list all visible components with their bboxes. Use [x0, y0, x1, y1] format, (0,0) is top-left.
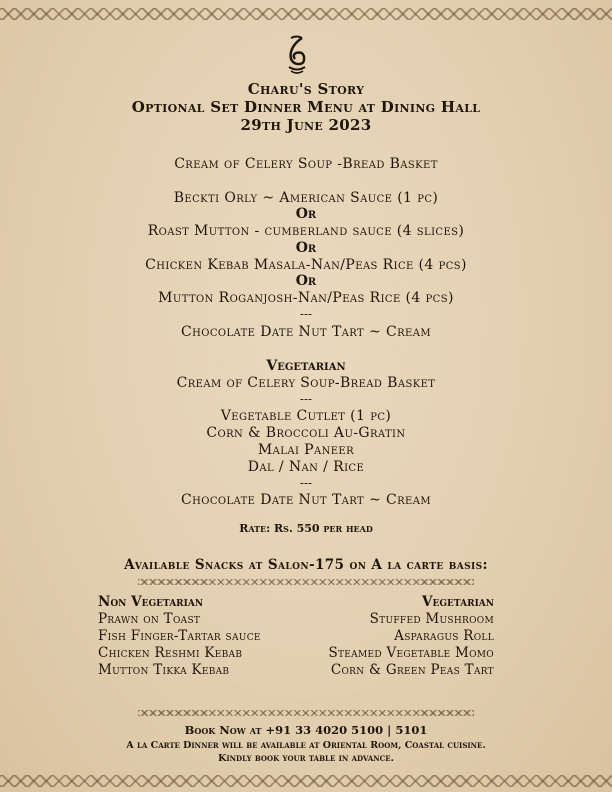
dash-separator: ---: [299, 392, 313, 406]
list-item: Corn & Green Peas Tart: [330, 662, 494, 678]
menu-item-soup: Cream of Celery Soup -Bread Basket: [174, 156, 438, 172]
veg-item-soup: Cream of Celery Soup-Bread Basket: [176, 375, 436, 391]
or-separator: Or: [295, 273, 317, 289]
veg-item-paneer: Malai Paneer: [257, 442, 355, 458]
dash-separator: ---: [299, 476, 313, 490]
non-veg-snacks-heading: Non Vegetarian: [98, 594, 204, 610]
snacks-heading: Available Snacks at Salon-175 on A la carte basis:: [124, 557, 488, 573]
menu-date: 29th June 2023: [240, 116, 372, 134]
list-item: Steamed Vegetable Momo: [328, 645, 494, 661]
veg-item-gratin: Corn & Broccoli Au-Gratin: [206, 425, 406, 441]
veg-snacks-column: [270, 594, 494, 679]
menu-item-main-4: Mutton Roganjosh-Nan/Peas Rice (4 pcs): [158, 290, 454, 306]
logo-icon: [283, 34, 311, 76]
decorative-border-top: [0, 8, 612, 20]
booking-phone: Book Now at +91 33 4020 5100 | 5101: [184, 723, 428, 737]
list-item: Chicken Reshmi Kebab: [98, 645, 243, 661]
menu-item-main-2: Roast Mutton - cumberland sauce (4 slices): [147, 223, 465, 239]
menu-item-main-1: Beckti Orly ~ American Sauce (1 pc): [173, 190, 439, 206]
list-item: Stuffed Mushroom: [369, 611, 494, 627]
menu-item-main-3: Chicken Kebab Masala-Nan/Peas Rice (4 pcs): [145, 257, 467, 273]
decorative-divider: [138, 579, 474, 585]
or-separator: Or: [295, 240, 317, 256]
rate-text: Rate: Rs. 550 per head: [239, 522, 373, 535]
menu-title: Charu's Story: [247, 80, 365, 98]
dash-separator: ---: [299, 307, 313, 321]
decorative-border-bottom: [0, 775, 612, 787]
veg-item-dessert: Chocolate Date Nut Tart ~ Cream: [181, 492, 431, 508]
veg-snacks-heading: Vegetarian: [422, 594, 494, 610]
veg-item-dal: Dal / Nan / Rice: [247, 459, 365, 475]
list-item: Asparagus Roll: [394, 628, 494, 644]
or-separator: Or: [295, 206, 317, 222]
veg-item-cutlet: Vegetable Cutlet (1 pc): [220, 408, 392, 424]
footer-note: Kindly book your table in advance.: [218, 753, 394, 764]
menu-item-dessert: Chocolate Date Nut Tart ~ Cream: [181, 324, 431, 340]
footer-note: A la Carte Dinner will be available at Oriental Room, Coastal cuisine.: [126, 740, 486, 751]
list-item: Prawn on Toast: [98, 611, 201, 627]
decorative-divider: [138, 710, 474, 716]
list-item: Fish Finger-Tartar sauce: [98, 628, 261, 644]
menu-subtitle: Optional Set Dinner Menu at Dining Hall: [131, 98, 481, 116]
vegetarian-heading: Vegetarian: [266, 358, 346, 374]
list-item: Mutton Tikka Kebab: [98, 662, 230, 678]
